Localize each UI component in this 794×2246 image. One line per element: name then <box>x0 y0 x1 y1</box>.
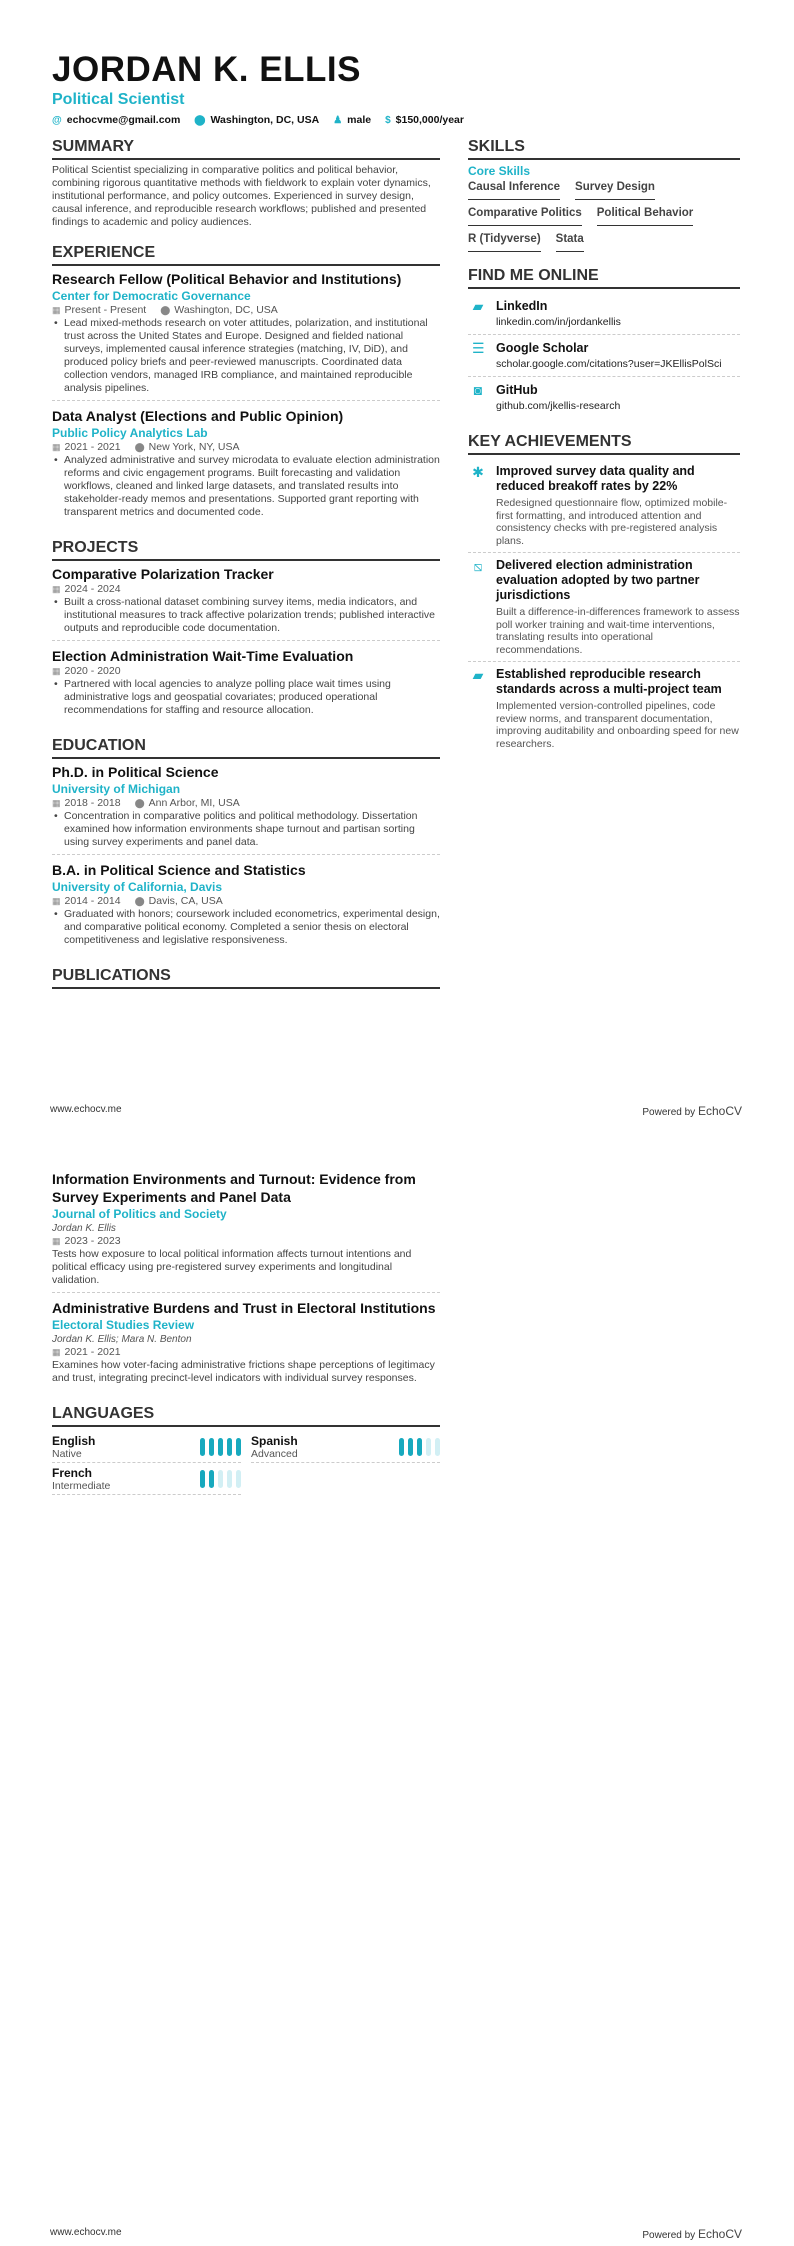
item-desc: Examines how voter-facing administrative frictions shape perceptions of legitimacy and trust, integrating precinct-level indicators with individual survey responses. <box>52 1359 435 1384</box>
calendar-icon: ▦ <box>52 305 61 315</box>
project-item <box>52 565 440 641</box>
item-dates <box>52 1235 121 1248</box>
language-name: English <box>52 1434 96 1448</box>
item-title: Comparative Polarization Tracker <box>52 566 274 582</box>
online-section <box>468 266 740 418</box>
proficiency-bar <box>209 1470 214 1488</box>
dates-text: 2023 - 2023 <box>64 1235 121 1247</box>
skills-section <box>468 137 740 252</box>
achievement-title: Established reproducible research standards across a multi-project team <box>496 667 722 696</box>
projects-section <box>52 538 440 722</box>
proficiency-bar <box>209 1438 214 1456</box>
language-item <box>251 1431 440 1463</box>
skill-tag: Causal Inference <box>468 180 560 200</box>
item-location <box>160 304 278 317</box>
achievement-title: Improved survey data quality and reduced breakoff rates by 22% <box>496 464 695 493</box>
contact-text: male <box>347 114 372 126</box>
person-icon: ♟ <box>333 115 343 126</box>
link-name: GitHub <box>496 383 538 397</box>
item-org: Public Policy Analytics Lab <box>52 426 208 440</box>
proficiency-bar <box>200 1438 205 1456</box>
dollar-icon: $ <box>385 115 391 126</box>
online-link-github[interactable] <box>468 377 740 418</box>
online-link-linkedin[interactable] <box>468 293 740 335</box>
brand-name: EchoCV <box>697 2227 742 2241</box>
item-location <box>135 441 240 454</box>
scholar-icon: ☰ <box>472 340 485 356</box>
proficiency-bar <box>227 1470 232 1488</box>
link-url[interactable]: github.com/jkellis-research <box>496 400 621 412</box>
link-url[interactable]: linkedin.com/in/jordankellis <box>496 316 621 328</box>
proficiency-bar <box>218 1438 223 1456</box>
job-title: Political Scientist <box>52 91 185 108</box>
section-heading: PROJECTS <box>52 538 440 561</box>
publication-item <box>52 1170 440 1293</box>
section-heading: EDUCATION <box>52 736 440 759</box>
item-org: Center for Democratic Governance <box>52 289 251 303</box>
section-heading: EXPERIENCE <box>52 243 440 266</box>
section-heading: SKILLS <box>468 137 740 160</box>
dates-text: 2021 - 2021 <box>64 441 121 453</box>
project-item <box>52 647 440 722</box>
skill-tag: R (Tidyverse) <box>468 232 541 252</box>
contact-email[interactable] <box>52 114 180 126</box>
achievement-title: Delivered election administration evaluation adopted by two partner jurisdictions <box>496 558 700 602</box>
left-column <box>52 137 440 1003</box>
page-2 <box>0 1123 794 2246</box>
skill-tag: Political Behavior <box>597 206 694 226</box>
item-meta <box>52 304 440 317</box>
item-title: Research Fellow (Political Behavior and Institutions) <box>52 271 402 287</box>
calendar-icon: ▦ <box>52 1347 61 1357</box>
calendar-icon: ▦ <box>52 584 61 594</box>
skill-tag: Comparative Politics <box>468 206 582 226</box>
item-org: University of Michigan <box>52 782 181 796</box>
languages-section <box>52 1404 440 1495</box>
item-meta <box>52 895 440 908</box>
brand-name: EchoCV <box>697 1104 742 1118</box>
online-link-scholar[interactable] <box>468 335 740 377</box>
right-column <box>468 137 740 769</box>
location-text: Washington, DC, USA <box>174 304 278 316</box>
proficiency-bar <box>426 1438 431 1456</box>
contact-salary <box>385 114 464 126</box>
item-authors: Jordan K. Ellis <box>52 1223 116 1234</box>
proficiency-bar <box>236 1470 241 1488</box>
language-level: Native <box>52 1448 82 1460</box>
proficiency-bars <box>200 1438 241 1456</box>
bookmark-slash-icon: ⧅ <box>473 558 483 574</box>
location-icon: ⬤ <box>134 896 145 906</box>
language-list <box>52 1431 440 1495</box>
experience-item <box>52 270 440 401</box>
calendar-icon: ▦ <box>52 1236 61 1246</box>
item-title: Election Administration Wait-Time Evaluation <box>52 648 354 664</box>
item-meta <box>52 583 440 596</box>
location-text: Ann Arbor, MI, USA <box>148 797 240 809</box>
proficiency-bars <box>399 1438 440 1456</box>
item-desc: Tests how exposure to local political information affects turnout intentions and political efficacy using pre-registered survey experiments and longitudinal validation. <box>52 1248 412 1286</box>
section-heading: KEY ACHIEVEMENTS <box>468 432 740 455</box>
at-icon: @ <box>52 115 62 126</box>
publications-heading-block <box>52 966 440 989</box>
location-icon: ⬤ <box>134 442 145 452</box>
proficiency-bar <box>417 1438 422 1456</box>
footer-site-link[interactable]: www.echocv.me <box>50 2227 122 2238</box>
contact-gender <box>333 114 371 126</box>
language-name: Spanish <box>251 1434 298 1448</box>
proficiency-bar <box>399 1438 404 1456</box>
skill-list <box>468 180 740 252</box>
proficiency-bar <box>236 1438 241 1456</box>
proficiency-bar <box>408 1438 413 1456</box>
achievement-item <box>468 459 740 553</box>
contact-text: Washington, DC, USA <box>210 114 320 126</box>
section-heading: LANGUAGES <box>52 1404 440 1427</box>
item-dates <box>52 441 121 454</box>
item-title: B.A. in Political Science and Statistics <box>52 862 306 878</box>
powered-text: Powered by <box>642 2230 696 2241</box>
file-icon: ▰ <box>472 667 484 683</box>
language-item <box>52 1463 241 1495</box>
item-journal: Journal of Politics and Society <box>52 1207 227 1221</box>
item-title: Information Environments and Turnout: Evidence from Survey Experiments and Panel Data <box>52 1171 416 1205</box>
item-dates <box>52 797 121 810</box>
proficiency-bars <box>200 1470 241 1488</box>
item-meta <box>52 441 440 454</box>
skill-tag: Survey Design <box>575 180 655 200</box>
proficiency-bar <box>200 1470 205 1488</box>
achievement-item <box>468 662 740 755</box>
item-bullet: • Partnered with local agencies to analyze polling place wait times using administrative logs and geospatial covariates; produced operational recommendations for staffing and resource allocation. <box>52 678 440 717</box>
item-bullet: • Built a cross-national dataset combining survey items, media indicators, and institutional measures to track affective polarization trends; published interactive outputs and reproducible code documentation. <box>52 596 440 635</box>
left-column <box>52 1170 440 1509</box>
section-heading: SUMMARY <box>52 137 440 160</box>
powered-text: Powered by <box>642 1107 696 1118</box>
item-meta <box>52 665 440 678</box>
dates-text: 2020 - 2020 <box>64 665 121 677</box>
item-dates <box>52 304 146 317</box>
location-text: Davis, CA, USA <box>148 895 223 907</box>
achievement-item <box>468 553 740 662</box>
calendar-icon: ▦ <box>52 896 61 906</box>
item-bullet: • Lead mixed-methods research on voter attitudes, polarization, and institutional trust across the United States and Europe. Designed and fielded national surveys, implemented causal inference strategies (matching, IV, DiD), and produced policy briefs and peer-reviewed manuscripts. Coordinated data collection vendors, managed IRB compliance, and maintained reproducible analysis pipelines. <box>52 317 440 395</box>
calendar-icon: ▦ <box>52 798 61 808</box>
link-name: Google Scholar <box>496 341 589 355</box>
education-item <box>52 763 440 855</box>
language-item <box>52 1431 241 1463</box>
bug-icon: ✱ <box>472 464 484 480</box>
page-footer <box>50 1104 742 1118</box>
achievement-desc: Redesigned questionnaire flow, optimized mobile-first formatting, and introduced attention and consistency checks with pre-registered analysis plans. <box>496 497 728 547</box>
footer-powered <box>642 1104 742 1118</box>
language-level: Intermediate <box>52 1480 111 1492</box>
page-footer <box>50 2227 742 2241</box>
footer-site-link[interactable]: www.echocv.me <box>50 1104 122 1115</box>
section-heading: FIND ME ONLINE <box>468 266 740 289</box>
dates-text: 2014 - 2014 <box>64 895 121 907</box>
achievements-section <box>468 432 740 755</box>
education-item <box>52 861 440 952</box>
item-location <box>135 797 240 810</box>
dates-text: 2021 - 2021 <box>64 1346 121 1358</box>
item-meta <box>52 797 440 810</box>
education-section <box>52 736 440 952</box>
item-dates <box>52 665 121 678</box>
dates-text: Present - Present <box>64 304 147 316</box>
language-name: French <box>52 1466 93 1480</box>
footer-powered <box>642 2227 742 2241</box>
proficiency-bar <box>218 1470 223 1488</box>
publications-section <box>52 1170 440 1390</box>
item-title: Data Analyst (Elections and Public Opinion) <box>52 408 344 424</box>
item-bullet: • Analyzed administrative and survey microdata to evaluate election administration reforms and civic engagement programs. Built forecasting and validation workflows, cleaned and linked large datasets, and translated results into stakeholder-ready memos and presentations. Supported grant reporting with transparent metrics and documented code. <box>52 454 440 519</box>
location-text: New York, NY, USA <box>148 441 240 453</box>
proficiency-bar <box>435 1438 440 1456</box>
item-org: University of California, Davis <box>52 880 223 894</box>
dates-text: 2018 - 2018 <box>64 797 121 809</box>
github-icon: ◙ <box>473 382 483 398</box>
candidate-name: JORDAN K. ELLIS <box>52 50 361 89</box>
item-bullet: • Concentration in comparative politics and political methodology. Dissertation examined how information environments shape turnout and partisan sorting using survey experiments and panel data. <box>52 810 440 849</box>
link-url[interactable]: scholar.google.com/citations?user=JKEllisPolSci <box>496 358 722 370</box>
achievement-desc: Built a difference-in-differences framework to assess poll worker training and wait-time interventions, translating results into operational recommendations. <box>496 606 740 656</box>
location-icon: ⬤ <box>134 798 145 808</box>
calendar-icon: ▦ <box>52 442 61 452</box>
item-title: Administrative Burdens and Trust in Electoral Institutions <box>52 1300 436 1316</box>
calendar-icon: ▦ <box>52 666 61 676</box>
experience-item <box>52 407 440 524</box>
achievement-desc: Implemented version-controlled pipelines, code review norms, and transparent documentation, improving auditability and onboarding speed for new researchers. <box>496 700 739 750</box>
item-title: Ph.D. in Political Science <box>52 764 219 780</box>
contact-text: $150,000/year <box>395 114 464 126</box>
contact-text: echocvme@gmail.com <box>66 114 181 126</box>
link-name: LinkedIn <box>496 299 548 313</box>
header <box>52 50 464 126</box>
item-dates <box>52 583 121 596</box>
item-location <box>135 895 223 908</box>
dates-text: 2024 - 2024 <box>64 583 121 595</box>
item-bullet: • Graduated with honors; coursework included econometrics, experimental design, and comparative political economy. Completed a senior thesis on electoral competitiveness and legislative responsiveness. <box>52 908 440 947</box>
item-meta <box>52 1235 440 1248</box>
summary-text: Political Scientist specializing in comparative politics and political behavior, combining rigorous quantitative methods with fieldwork to explain voter dynamics, institutional performance, and policy outcomes. Experienced in survey design, causal inference, and reproducible research workflows; published and presented findings to academic and policy audiences. <box>52 164 431 228</box>
location-icon: ⬤ <box>194 115 206 126</box>
item-authors: Jordan K. Ellis; Mara N. Benton <box>52 1334 192 1345</box>
item-dates <box>52 895 121 908</box>
linkedin-icon: ▰ <box>472 298 484 314</box>
item-dates <box>52 1346 121 1359</box>
language-level: Advanced <box>251 1448 298 1460</box>
location-icon: ⬤ <box>160 305 171 315</box>
skill-group-title: Core Skills <box>468 164 531 178</box>
contact-list <box>52 114 464 126</box>
section-heading: PUBLICATIONS <box>52 966 440 989</box>
experience-section <box>52 243 440 524</box>
skill-tag: Stata <box>556 232 584 252</box>
publication-item <box>52 1299 440 1390</box>
item-meta <box>52 1346 440 1359</box>
summary-section <box>52 137 440 229</box>
item-journal: Electoral Studies Review <box>52 1318 195 1332</box>
contact-location <box>194 114 319 126</box>
proficiency-bar <box>227 1438 232 1456</box>
